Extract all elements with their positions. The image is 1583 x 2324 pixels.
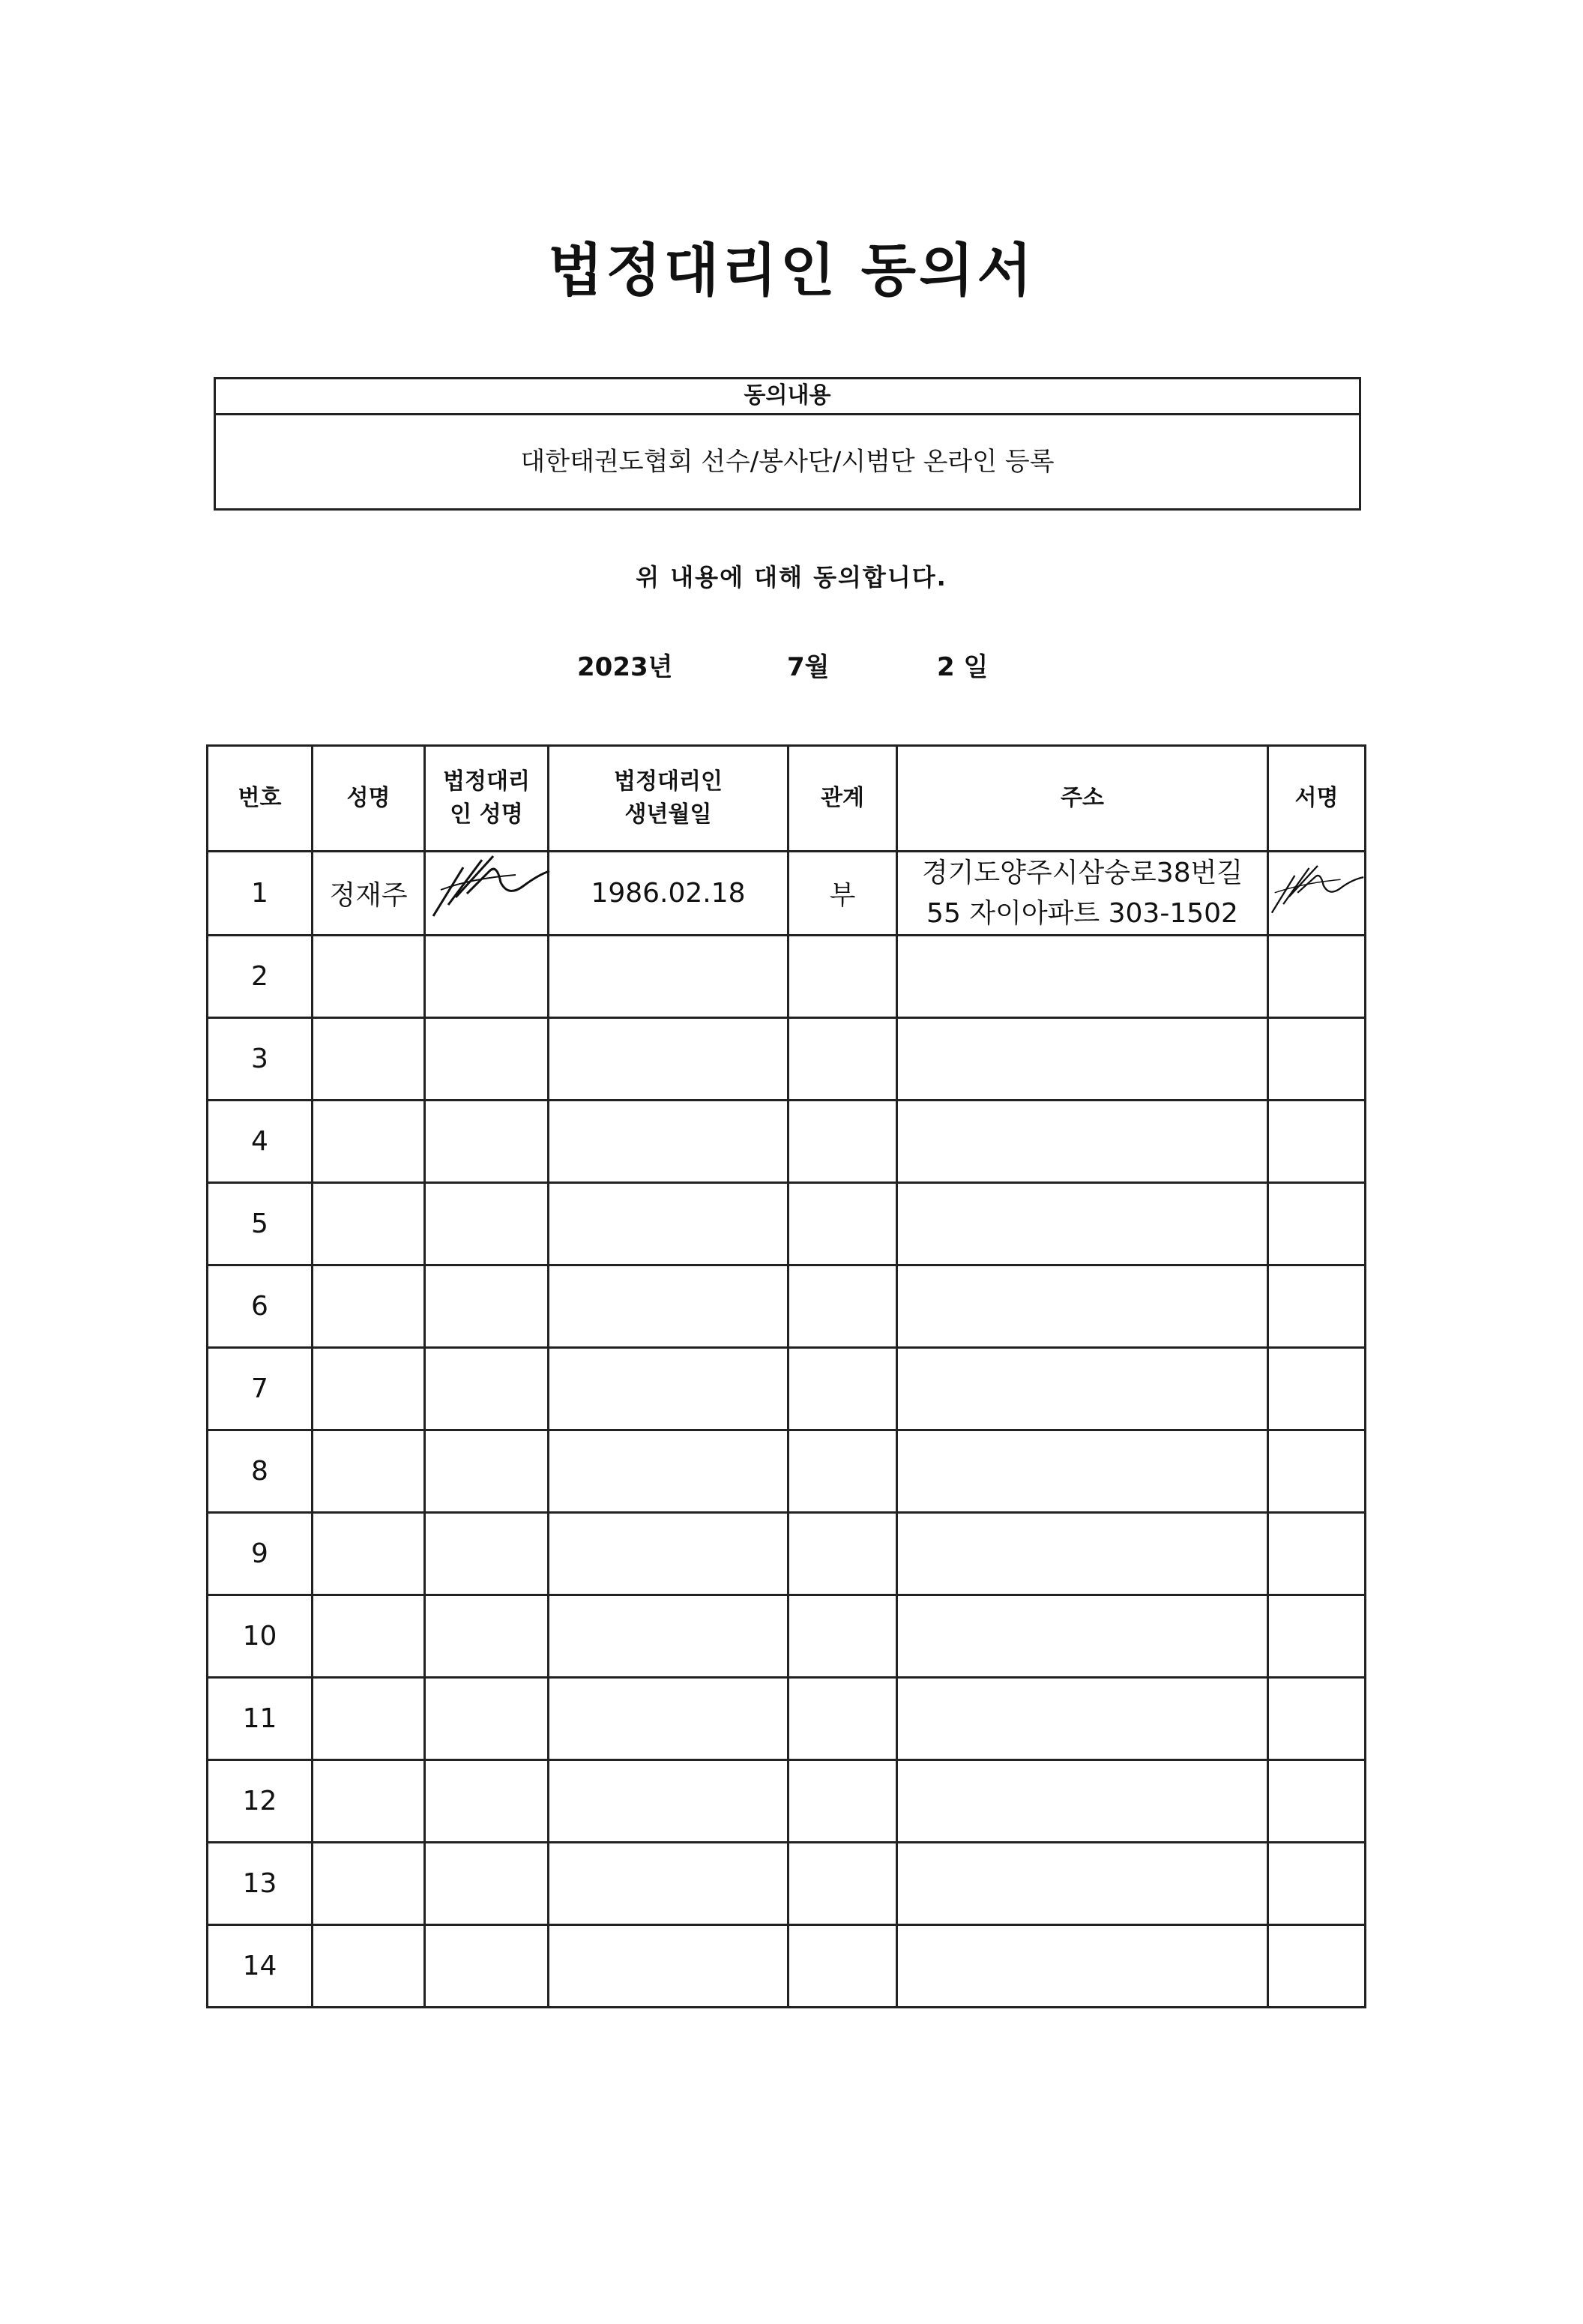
header-name: 성명 bbox=[313, 746, 425, 852]
cell-relation bbox=[789, 1183, 897, 1265]
cell-signature bbox=[1268, 852, 1366, 936]
cell-name bbox=[313, 1265, 425, 1348]
cell-guardian-birth bbox=[549, 1925, 789, 2008]
consent-content: 대한태권도협회 선수/봉사단/시범단 온라인 등록 bbox=[520, 447, 1055, 477]
cell-guardian-birth bbox=[549, 1678, 789, 1760]
cell-guardian-birth bbox=[549, 1513, 789, 1595]
signature-image bbox=[1269, 852, 1366, 927]
cell-no: 12 bbox=[208, 1760, 313, 1843]
cell-relation bbox=[789, 1843, 897, 1925]
cell-address bbox=[897, 1183, 1268, 1265]
cell-no: 14 bbox=[208, 1925, 313, 2008]
cell-name bbox=[313, 1760, 425, 1843]
cell-relation bbox=[789, 936, 897, 1018]
cell-address bbox=[897, 1513, 1268, 1595]
cell-relation bbox=[789, 1430, 897, 1513]
cell-relation bbox=[789, 1595, 897, 1678]
cell-signature bbox=[1268, 1348, 1366, 1430]
cell-signature bbox=[1268, 1843, 1366, 1925]
date-year: 2023년 bbox=[577, 652, 673, 682]
cell-address bbox=[897, 1018, 1268, 1101]
cell-signature bbox=[1268, 1183, 1366, 1265]
cell-guardian-birth: 1986.02.18 bbox=[549, 852, 789, 936]
cell-relation bbox=[789, 1018, 897, 1101]
cell-guardian-birth bbox=[549, 1348, 789, 1430]
cell-guardian-birth bbox=[549, 1430, 789, 1513]
header-guardian-name bbox=[425, 746, 549, 852]
cell-guardian-birth bbox=[549, 1018, 789, 1101]
cell-address bbox=[897, 852, 1268, 936]
cell-guardian-birth bbox=[549, 1595, 789, 1678]
cell-guardian-signature bbox=[425, 1925, 549, 2008]
cell-address bbox=[897, 1348, 1268, 1430]
table-row bbox=[208, 1430, 1366, 1513]
cell-name bbox=[313, 1595, 425, 1678]
header-guardian-birth bbox=[549, 746, 789, 852]
header-guardian-name-text: 법정대리인 성명 bbox=[443, 768, 530, 828]
cell-name bbox=[313, 1430, 425, 1513]
cell-guardian-signature bbox=[425, 1265, 549, 1348]
consent-header: 동의내용 bbox=[216, 379, 1359, 415]
cell-name bbox=[313, 1101, 425, 1183]
cell-signature bbox=[1268, 1101, 1366, 1183]
header-guardian-birth-text: 법정대리인 생년월일 bbox=[614, 768, 723, 828]
guardian-signature-image bbox=[426, 852, 553, 927]
cell-name bbox=[313, 1513, 425, 1595]
cell-address bbox=[897, 1430, 1268, 1513]
address-line-2: 55 자이아파트 303-1502 bbox=[926, 897, 1238, 929]
cell-signature bbox=[1268, 1925, 1366, 2008]
table-row bbox=[208, 1513, 1366, 1595]
cell-relation bbox=[789, 1513, 897, 1595]
guardian-table bbox=[206, 744, 1366, 2008]
table-row bbox=[208, 1925, 1366, 2008]
cell-guardian-signature bbox=[425, 936, 549, 1018]
cell-name bbox=[313, 1018, 425, 1101]
cell-guardian-birth bbox=[549, 1265, 789, 1348]
cell-address bbox=[897, 1925, 1268, 2008]
cell-address bbox=[897, 1595, 1268, 1678]
date-month: 7월 bbox=[787, 652, 830, 682]
cell-no: 4 bbox=[208, 1101, 313, 1183]
cell-address bbox=[897, 1760, 1268, 1843]
agreement-statement: 위 내용에 대해 동의합니다. bbox=[636, 563, 947, 591]
cell-relation bbox=[789, 1101, 897, 1183]
table-row bbox=[208, 1348, 1366, 1430]
cell-guardian-signature bbox=[425, 1430, 549, 1513]
header-signature: 서명 bbox=[1268, 746, 1366, 852]
cell-no: 10 bbox=[208, 1595, 313, 1678]
header-relation: 관계 bbox=[789, 746, 897, 852]
cell-address bbox=[897, 1101, 1268, 1183]
cell-guardian-birth bbox=[549, 936, 789, 1018]
cell-address bbox=[897, 1843, 1268, 1925]
cell-guardian-signature bbox=[425, 1183, 549, 1265]
cell-signature bbox=[1268, 1018, 1366, 1101]
cell-no: 13 bbox=[208, 1843, 313, 1925]
header-address: 주소 bbox=[897, 746, 1268, 852]
table-row bbox=[208, 1678, 1366, 1760]
cell-guardian-signature bbox=[425, 1760, 549, 1843]
cell-name bbox=[313, 1348, 425, 1430]
cell-signature bbox=[1268, 936, 1366, 1018]
table-row bbox=[208, 1760, 1366, 1843]
table-row bbox=[208, 1843, 1366, 1925]
cell-guardian-signature bbox=[425, 1595, 549, 1678]
cell-guardian-birth bbox=[549, 1843, 789, 1925]
cell-guardian-signature bbox=[425, 852, 549, 936]
cell-guardian-birth bbox=[549, 1101, 789, 1183]
table-row bbox=[208, 1265, 1366, 1348]
cell-guardian-signature bbox=[425, 1101, 549, 1183]
address-line-1: 경기도양주시삼숭로38번길 bbox=[921, 857, 1243, 888]
cell-no: 5 bbox=[208, 1183, 313, 1265]
cell-signature bbox=[1268, 1430, 1366, 1513]
cell-address bbox=[897, 1265, 1268, 1348]
cell-signature bbox=[1268, 1595, 1366, 1678]
document-title: 법정대리인 동의서 bbox=[548, 237, 1035, 304]
table-row bbox=[208, 1183, 1366, 1265]
cell-signature bbox=[1268, 1678, 1366, 1760]
cell-name bbox=[313, 1678, 425, 1760]
cell-name: 정재주 bbox=[313, 852, 425, 936]
date-day: 2 일 bbox=[937, 652, 989, 682]
consent-box bbox=[214, 377, 1361, 511]
table-row bbox=[208, 852, 1366, 936]
cell-relation bbox=[789, 1760, 897, 1843]
cell-no: 6 bbox=[208, 1265, 313, 1348]
table-header-row bbox=[208, 746, 1366, 852]
cell-guardian-birth bbox=[549, 1760, 789, 1843]
cell-name bbox=[313, 936, 425, 1018]
cell-relation bbox=[789, 1265, 897, 1348]
cell-no: 9 bbox=[208, 1513, 313, 1595]
cell-signature bbox=[1268, 1265, 1366, 1348]
cell-name bbox=[313, 1183, 425, 1265]
cell-no: 1 bbox=[208, 852, 313, 936]
cell-guardian-signature bbox=[425, 1018, 549, 1101]
cell-name bbox=[313, 1925, 425, 2008]
cell-relation bbox=[789, 1925, 897, 2008]
cell-guardian-signature bbox=[425, 1348, 549, 1430]
table-row bbox=[208, 936, 1366, 1018]
cell-guardian-signature bbox=[425, 1678, 549, 1760]
cell-guardian-signature bbox=[425, 1843, 549, 1925]
header-no: 번호 bbox=[208, 746, 313, 852]
cell-guardian-signature bbox=[425, 1513, 549, 1595]
cell-signature bbox=[1268, 1760, 1366, 1843]
table-row bbox=[208, 1595, 1366, 1678]
cell-relation: 부 bbox=[789, 852, 897, 936]
table-row bbox=[208, 1101, 1366, 1183]
cell-no: 2 bbox=[208, 936, 313, 1018]
cell-no: 7 bbox=[208, 1348, 313, 1430]
cell-relation bbox=[789, 1678, 897, 1760]
table-row bbox=[208, 1018, 1366, 1101]
cell-no: 11 bbox=[208, 1678, 313, 1760]
cell-no: 3 bbox=[208, 1018, 313, 1101]
cell-name bbox=[313, 1843, 425, 1925]
cell-relation bbox=[789, 1348, 897, 1430]
cell-signature bbox=[1268, 1513, 1366, 1595]
cell-guardian-birth bbox=[549, 1183, 789, 1265]
cell-address bbox=[897, 936, 1268, 1018]
cell-no: 8 bbox=[208, 1430, 313, 1513]
cell-address bbox=[897, 1678, 1268, 1760]
